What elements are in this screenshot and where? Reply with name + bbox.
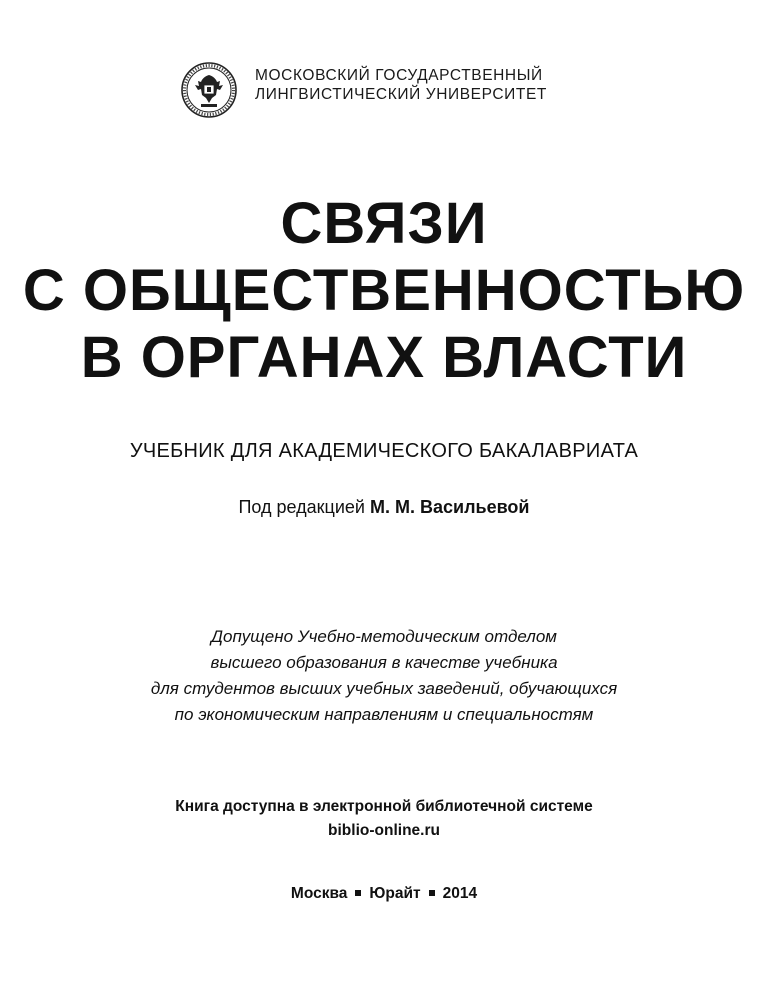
separator-square-icon: [355, 890, 361, 896]
university-seal-icon: [181, 62, 237, 118]
university-header: [181, 60, 601, 116]
approval-stamp-text: [0, 624, 768, 728]
imprint-city: Москва: [290, 885, 348, 902]
university-name-line-1: МОСКОВСКИЙ ГОСУДАРСТВЕННЫЙ: [255, 67, 543, 84]
book-subtitle: УЧЕБНИК ДЛЯ АКАДЕМИЧЕСКОГО БАКАЛАВРИАТА: [129, 440, 639, 462]
imprint-line: [0, 885, 768, 903]
approval-line-2: высшего образования в качестве учебника: [210, 653, 558, 672]
online-availability: [0, 795, 768, 843]
approval-line-4: по экономическим направлениям и специальностям: [174, 705, 594, 724]
imprint-year: 2014: [442, 885, 478, 902]
imprint-publisher: Юрайт: [369, 885, 421, 902]
online-line-1: Книга доступна в электронной библиотечной системе: [175, 798, 593, 815]
book-title: [0, 190, 768, 391]
editor-prefix: Под редакцией: [238, 497, 365, 517]
title-line-2: С ОБЩЕСТВЕННОСТЬЮ: [22, 258, 746, 323]
university-name-line-2: ЛИНГВИСТИЧЕСКИЙ УНИВЕРСИТЕТ: [255, 86, 547, 103]
approval-line-3: для студентов высших учебных заведений, обучающихся: [150, 679, 618, 698]
editor-line: [0, 497, 768, 518]
title-line-1: СВЯЗИ: [280, 191, 488, 256]
editor-name: М. М. Васильевой: [370, 497, 530, 517]
approval-line-1: Допущено Учебно-методическим отделом: [211, 627, 557, 646]
title-line-3: В ОРГАНАХ ВЛАСТИ: [80, 325, 688, 390]
online-url: biblio-online.ru: [328, 822, 440, 839]
separator-square-icon: [429, 890, 435, 896]
